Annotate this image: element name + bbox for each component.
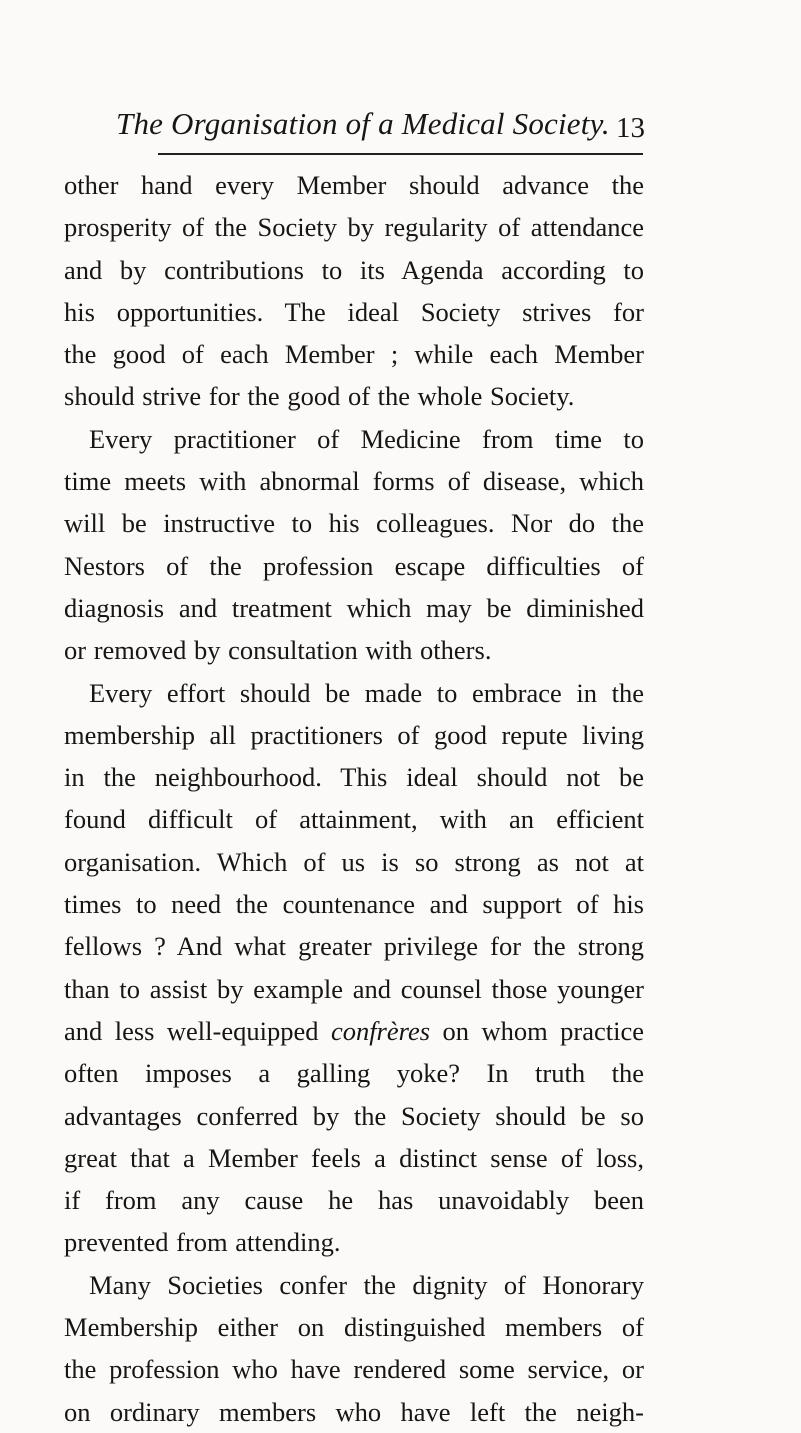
text-line-8: time meets with abnormal forms of disease, which bbox=[64, 466, 644, 497]
text-line-15: in the neighbourhood. This ideal should not be bbox=[64, 762, 644, 793]
text-line-10: Nestors of the profession escape difficulties of bbox=[64, 550, 644, 581]
text-line-28: Membership either on distinguished members of bbox=[64, 1312, 644, 1343]
italic-word-confreres: confrères bbox=[330, 1015, 431, 1046]
text-line-12: or removed by consultation with others. bbox=[64, 635, 492, 666]
text-line-14: membership all practitioners of good repute living bbox=[64, 719, 644, 750]
text-line-30: on ordinary members who have left the neigh- bbox=[64, 1396, 644, 1427]
text-line-6: should strive for the good of the whole Society. bbox=[64, 381, 575, 412]
text-line-9: will be instructive to his colleagues. Nor do the bbox=[64, 508, 644, 539]
text-line-21 bbox=[64, 1010, 644, 1052]
text-line-5: the good of each Member ; while each Member bbox=[64, 339, 644, 370]
running-title: The Organisation of a Medical Society. bbox=[116, 106, 610, 141]
text-line-23: advantages conferred by the Society should be so bbox=[64, 1100, 644, 1131]
text-line-26: prevented from attending. bbox=[64, 1227, 341, 1258]
text-line-4: his opportunities. The ideal Society strives for bbox=[64, 296, 644, 327]
text-line-19: fellows ? And what greater privilege for the strong bbox=[64, 931, 644, 962]
text-line-17: organisation. Which of us is so strong as not at bbox=[64, 846, 644, 877]
text-line-22: often imposes a galling yoke? In truth the bbox=[64, 1058, 644, 1089]
text-line-25: if from any cause he has unavoidably been bbox=[64, 1185, 644, 1216]
text-line-24: great that a Member feels a distinct sense of loss, bbox=[64, 1142, 644, 1173]
text-line-21-before: and less well-equipped bbox=[64, 1015, 331, 1046]
text-line-11: diagnosis and treatment which may be diminished bbox=[64, 592, 644, 623]
text-line-2: prosperity of the Society by regularity of attendance bbox=[64, 212, 644, 243]
text-line-20: than to assist by example and counsel those younger bbox=[64, 973, 644, 1004]
header-rule bbox=[158, 153, 643, 155]
body-text bbox=[64, 164, 644, 1433]
text-line-16: found difficult of attainment, with an efficient bbox=[64, 804, 644, 835]
text-line-1: other hand every Member should advance the bbox=[64, 170, 644, 200]
text-line-18: times to need the countenance and support of his bbox=[64, 889, 644, 920]
page-number: 13 bbox=[616, 112, 645, 144]
running-head bbox=[116, 100, 645, 148]
text-line-29: the profession who have rendered some service, or bbox=[64, 1354, 644, 1385]
text-line-21-after: on whom practice bbox=[430, 1015, 644, 1046]
text-line-7: Every practitioner of Medicine from time to bbox=[89, 423, 644, 454]
text-line-13: Every effort should be made to embrace in the bbox=[89, 677, 644, 708]
text-line-27: Many Societies confer the dignity of Honorary bbox=[89, 1269, 644, 1300]
text-line-3: and by contributions to its Agenda according to bbox=[64, 254, 644, 285]
